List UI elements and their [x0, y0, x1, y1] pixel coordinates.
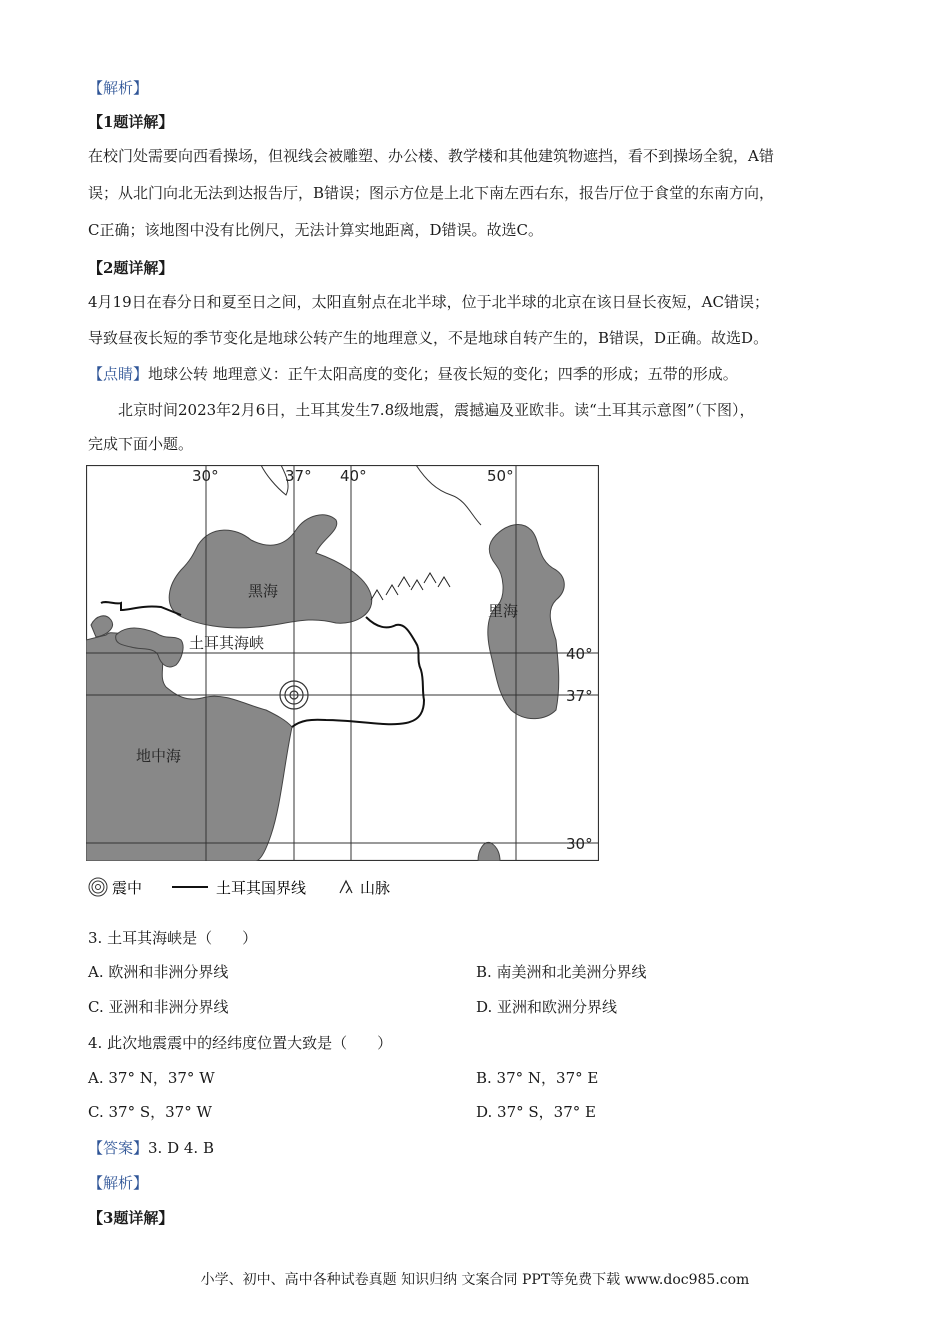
q4-option-d: D. 37° S，37° E — [476, 1103, 596, 1121]
map-legend — [88, 875, 448, 901]
mediterranean-label: 地中海 — [136, 747, 182, 765]
q2-heading: 【2题详解】 — [88, 259, 174, 277]
legend-epicenter-icon — [89, 878, 107, 896]
q1-text-line-3: C正确；该地图中没有比例尺，无法计算实地距离，D错误。故选C。 — [88, 221, 543, 239]
caspian-sea-label: 里海 — [488, 602, 519, 620]
answer-line — [88, 1138, 214, 1158]
q3-option-d: D. 亚洲和欧洲分界线 — [476, 998, 618, 1016]
tip-line — [88, 364, 738, 384]
legend-epicenter-label: 震中 — [112, 879, 143, 897]
q3-option-c: C. 亚洲和非洲分界线 — [88, 998, 229, 1016]
turkey-map — [86, 465, 599, 861]
strait-label: 土耳其海峡 — [189, 634, 265, 652]
tip-text: 地球公转 地理意义：正午太阳高度的变化；昼夜长短的变化；四季的形成；五带的形成。 — [148, 365, 738, 383]
q4-stem: 4. 此次地震震中的经纬度位置大致是（ ） — [88, 1034, 393, 1052]
q3-option-a: A. 欧洲和非洲分界线 — [88, 963, 229, 981]
q3-stem: 3. 土耳其海峡是（ ） — [88, 929, 258, 947]
legend-mountain-label: 山脉 — [360, 879, 391, 897]
q3-heading: 【3题详解】 — [88, 1209, 174, 1227]
intro-line-1: 北京时间2023年2月6日，土耳其发生7.8级地震，震撼遍及亚欧非。读“土耳其示意图”（下图）， — [118, 401, 755, 419]
lon-label-40: 40° — [340, 467, 367, 485]
lon-label-50: 50° — [487, 467, 514, 485]
q3-option-b: B. 南美洲和北美洲分界线 — [476, 963, 647, 981]
tip-label: 【点睛】 — [88, 365, 149, 383]
q1-heading: 【1题详解】 — [88, 113, 174, 131]
lat-label-37: 37° — [566, 687, 593, 705]
intro-line-2: 完成下面小题。 — [88, 435, 194, 453]
lon-label-37: 37° — [285, 467, 312, 485]
q4-option-a: A. 37° N，37° W — [88, 1069, 215, 1087]
answer-label: 【答案】 — [88, 1139, 149, 1157]
analysis-heading: 【解析】 — [88, 79, 149, 97]
q1-text-line-1: 在校门处需要向西看操场，但视线会被雕塑、办公楼、教学楼和其他建筑物遮挡，看不到操场全貌，A错 — [88, 147, 774, 165]
q2-text-line-1: 4月19日在春分日和夏至日之间，太阳直射点在北半球，位于北半球的北京在该日昼长夜短，AC错误； — [88, 293, 769, 311]
lat-label-30: 30° — [566, 835, 593, 853]
analysis-heading-2: 【解析】 — [88, 1174, 149, 1192]
black-sea-label: 黑海 — [248, 582, 279, 600]
q4-option-c: C. 37° S，37° W — [88, 1103, 212, 1121]
lat-label-40: 40° — [566, 645, 593, 663]
legend-border-label: 土耳其国界线 — [216, 879, 307, 897]
page-footer: 小学、初中、高中各种试卷真题 知识归纳 文案合同 PPT等免费下载 www.doc985.com — [200, 1272, 750, 1288]
q2-text-line-2: 导致昼夜长短的季节变化是地球公转产生的地理意义，不是地球自转产生的，B错误，D正确。故选D。 — [88, 329, 769, 347]
q1-text-line-2: 误；从北门向北无法到达报告厅，B错误；图示方位是上北下南左西右东，报告厅位于食堂的东南方向， — [88, 184, 775, 202]
answer-text: 3. D 4. B — [148, 1139, 214, 1157]
legend-mountain-icon — [340, 881, 352, 893]
lon-label-30: 30° — [192, 467, 219, 485]
q4-option-b: B. 37° N，37° E — [476, 1069, 599, 1087]
